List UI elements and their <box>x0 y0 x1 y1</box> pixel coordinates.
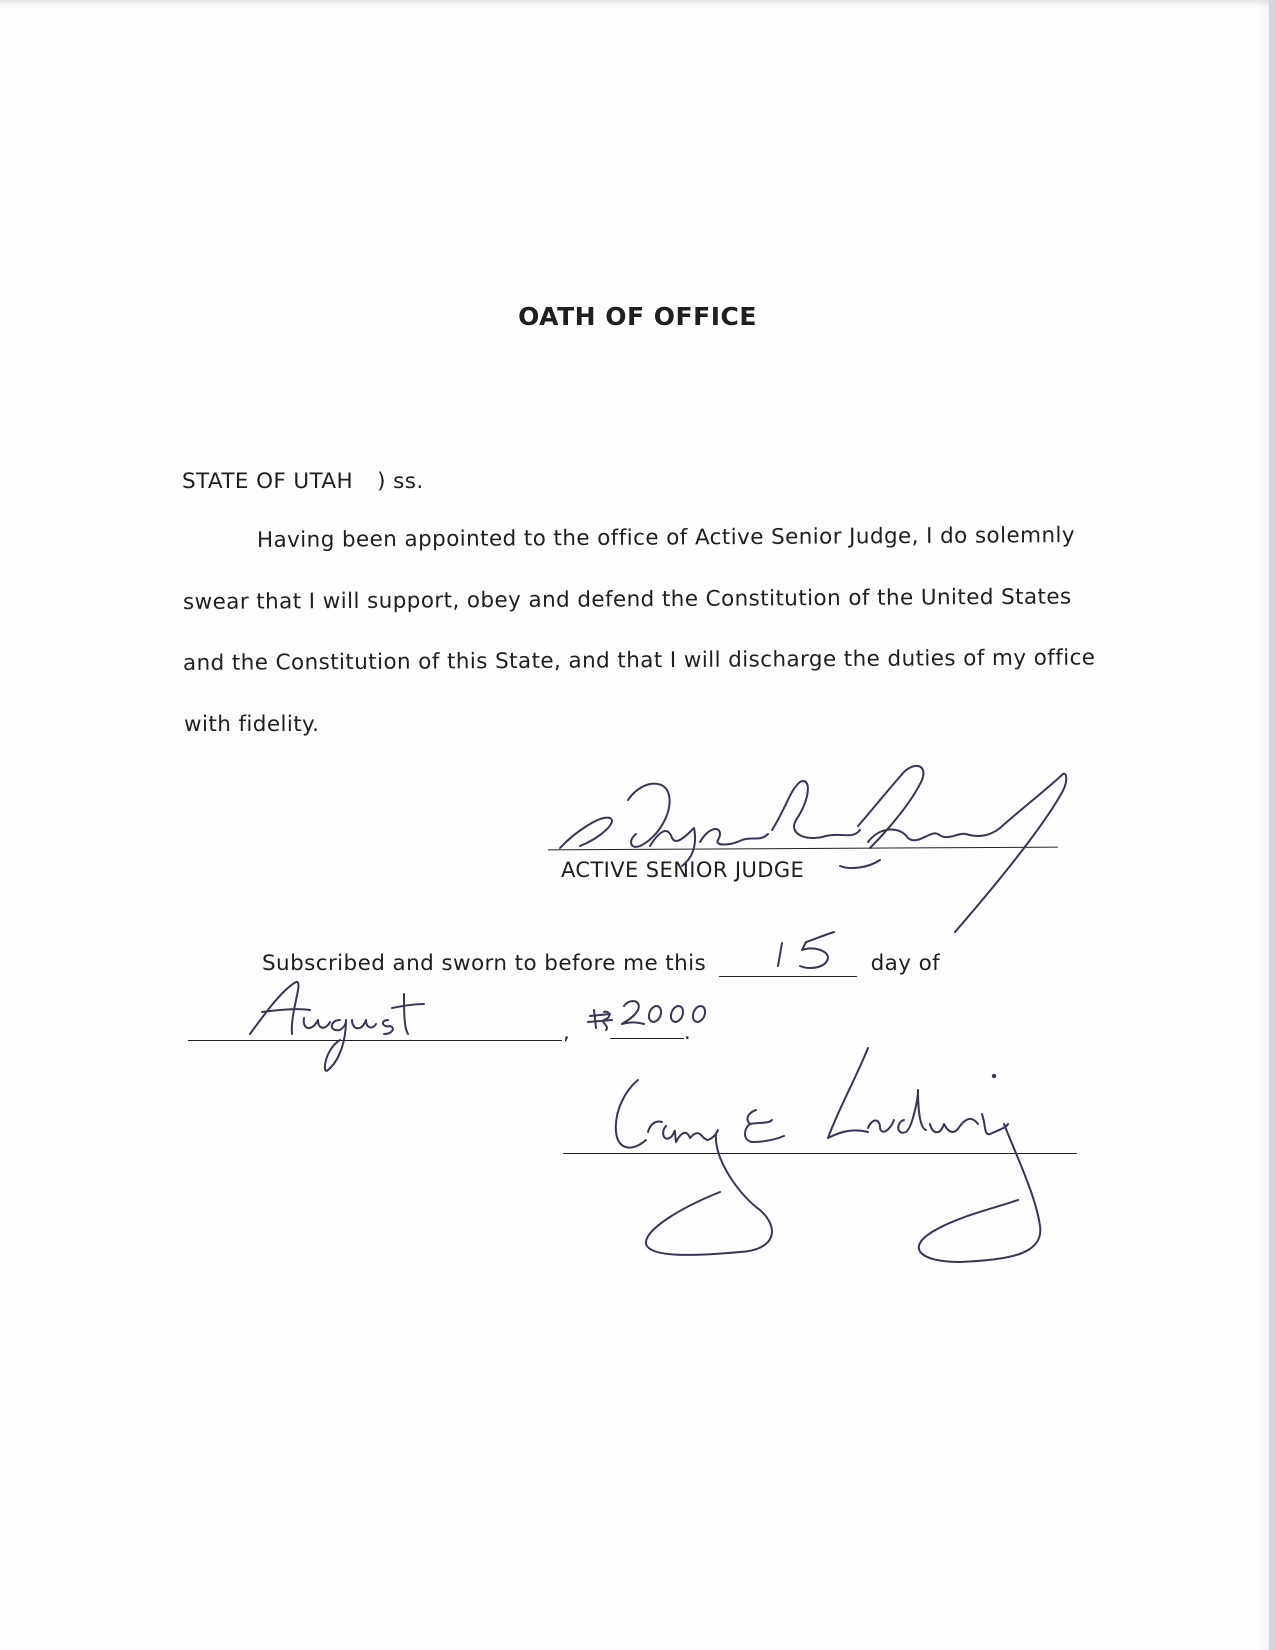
judge-title: ACTIVE SENIOR JUDGE <box>561 858 805 882</box>
oath-line-3: and the Constitution of this State, and that I will discharge the duties of my office <box>182 645 1096 676</box>
venue-line <box>182 469 424 494</box>
month-blank <box>188 1040 562 1041</box>
day-blank <box>719 951 857 977</box>
document-title: OATH OF OFFICE <box>518 302 757 331</box>
oath-line-4: with fidelity. <box>184 712 320 737</box>
date-period: . <box>684 1020 691 1044</box>
year-blank <box>610 1038 684 1039</box>
officer-signature-line <box>563 1153 1077 1154</box>
jurat-day-suffix: day of <box>870 951 941 976</box>
oath-line-1: Having been appointed to the office of Active Senior Judge, I do solemnly <box>256 523 1076 553</box>
officer-signature <box>616 1048 1041 1262</box>
jurat-prefix: Subscribed and sworn to before me this <box>262 951 707 976</box>
judge-signature-line <box>548 847 1058 851</box>
jurat-line <box>262 951 940 977</box>
venue-ss: ) ss. <box>377 469 424 494</box>
page-edge <box>1269 0 1275 1650</box>
venue-state: STATE OF UTAH <box>182 469 354 494</box>
month-handwriting <box>250 982 424 1071</box>
date-comma: , <box>563 1020 570 1044</box>
oath-line-2: swear that I will support, obey and defend the Constitution of the United States <box>182 584 1072 615</box>
